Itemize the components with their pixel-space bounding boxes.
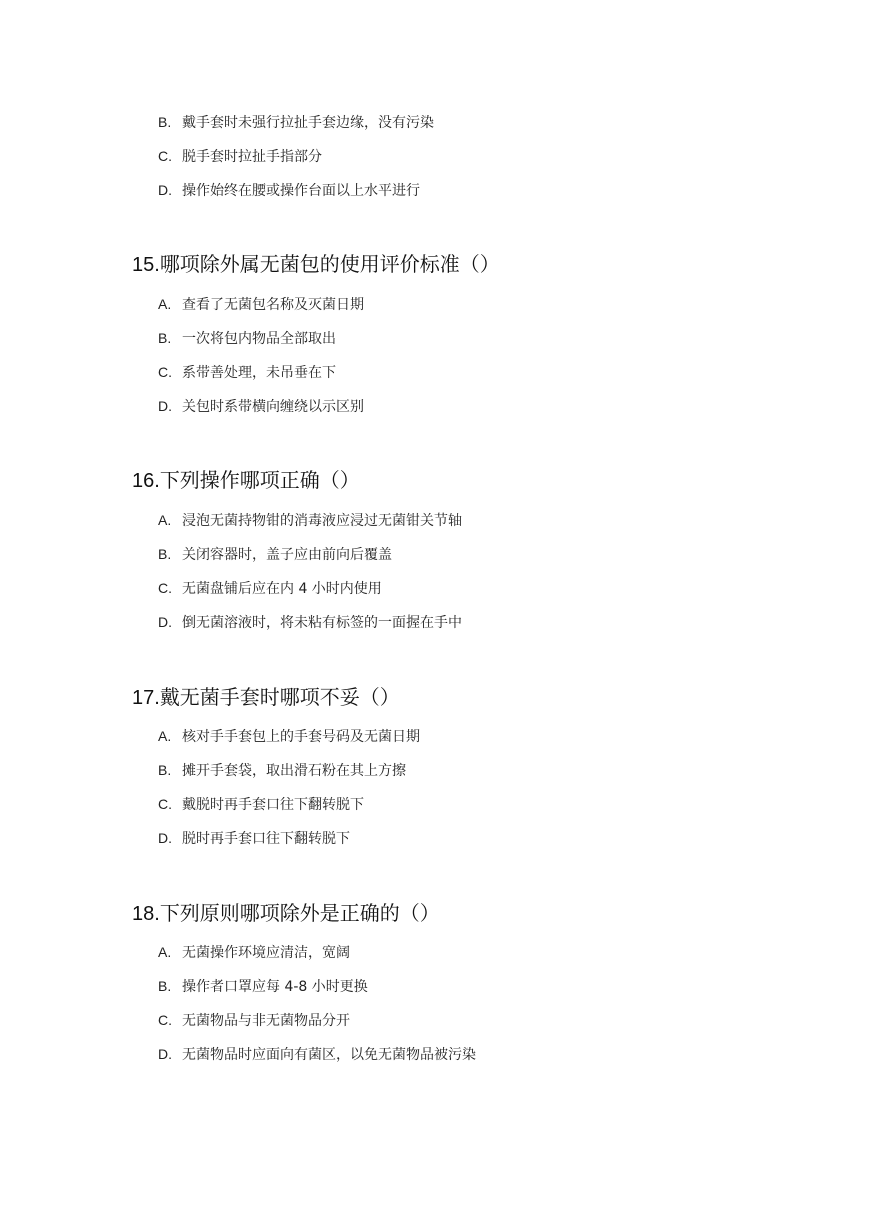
- question-number: 15.: [132, 254, 160, 276]
- option-letter: A.: [158, 296, 172, 312]
- option-letter: C.: [158, 148, 172, 164]
- option-letter: B.: [158, 330, 172, 346]
- option-text: 无菌物品与非无菌物品分开: [182, 1013, 350, 1029]
- option-d: [158, 1045, 476, 1064]
- option-d: [158, 829, 350, 848]
- option-letter: C.: [158, 1012, 172, 1028]
- option-d: [158, 613, 462, 632]
- option-text: 核对手手套包上的手套号码及无菌日期: [182, 729, 420, 745]
- option-text: 戴脱时再手套口往下翻转脱下: [182, 797, 364, 813]
- question-text: 下列原则哪项除外是正确的（）: [159, 901, 440, 925]
- option-c: [158, 1011, 350, 1030]
- question-text: 下列操作哪项正确（）: [159, 468, 360, 492]
- option-text: 关闭容器时，盖子应由前向后覆盖: [182, 547, 392, 563]
- question-number: 16.: [132, 470, 160, 492]
- option-text: 关包时系带横向缠绕以示区别: [182, 399, 364, 415]
- option-a: [158, 943, 350, 962]
- option-c: [158, 363, 336, 382]
- option-letter: A.: [158, 512, 172, 528]
- option-letter: B.: [158, 546, 172, 562]
- option-letter: A.: [158, 944, 172, 960]
- option-text: 倒无菌溶液时，将未粘有标签的一面握在手中: [182, 615, 462, 631]
- option-b: [158, 761, 406, 780]
- option-text: 一次将包内物品全部取出: [182, 331, 336, 347]
- question-number: 17.: [132, 687, 160, 709]
- option-c: [158, 579, 382, 598]
- question-16-title: [132, 467, 360, 494]
- option-letter: C.: [158, 364, 172, 380]
- option-b: [158, 329, 336, 348]
- option-text: 无菌盘铺后应在内 4 小时内使用: [182, 581, 382, 597]
- option-text: 操作始终在腰或操作台面以上水平进行: [182, 183, 420, 199]
- option-b: [158, 113, 434, 132]
- option-letter: C.: [158, 796, 172, 812]
- option-text: 脱时再手套口往下翻转脱下: [182, 831, 350, 847]
- option-text: 摊开手套袋，取出滑石粉在其上方擦: [182, 763, 406, 779]
- option-text: 查看了无菌包名称及灭菌日期: [182, 297, 364, 313]
- option-b: [158, 977, 368, 996]
- option-c: [158, 147, 322, 166]
- option-c: [158, 795, 364, 814]
- question-text: 哪项除外属无菌包的使用评价标准（）: [159, 252, 500, 276]
- option-letter: D.: [158, 830, 172, 846]
- option-text: 浸泡无菌持物钳的消毒液应浸过无菌钳关节轴: [182, 513, 462, 529]
- option-d: [158, 397, 364, 416]
- option-a: [158, 727, 420, 746]
- option-letter: D.: [158, 398, 172, 414]
- option-letter: B.: [158, 978, 172, 994]
- option-letter: B.: [158, 114, 172, 130]
- option-letter: A.: [158, 728, 172, 744]
- question-17-title: [132, 684, 400, 711]
- option-letter: C.: [158, 580, 172, 596]
- question-15-title: [132, 251, 500, 278]
- option-letter: D.: [158, 182, 172, 198]
- question-number: 18.: [132, 903, 160, 925]
- option-b: [158, 545, 392, 564]
- question-text: 戴无菌手套时哪项不妥（）: [159, 685, 400, 709]
- option-d: [158, 181, 420, 200]
- option-text: 操作者口罩应每 4-8 小时更换: [182, 979, 368, 995]
- option-text: 系带善处理，未吊垂在下: [182, 365, 336, 381]
- option-text: 脱手套时拉扯手指部分: [182, 149, 322, 165]
- question-18-title: [132, 900, 440, 927]
- option-letter: D.: [158, 614, 172, 630]
- option-letter: D.: [158, 1046, 172, 1062]
- option-letter: B.: [158, 762, 172, 778]
- option-text: 无菌操作环境应清洁，宽阔: [182, 945, 350, 961]
- option-text: 戴手套时未强行拉扯手套边缘，没有污染: [182, 115, 434, 131]
- option-text: 无菌物品时应面向有菌区，以免无菌物品被污染: [182, 1047, 476, 1063]
- option-a: [158, 511, 462, 530]
- option-a: [158, 295, 364, 314]
